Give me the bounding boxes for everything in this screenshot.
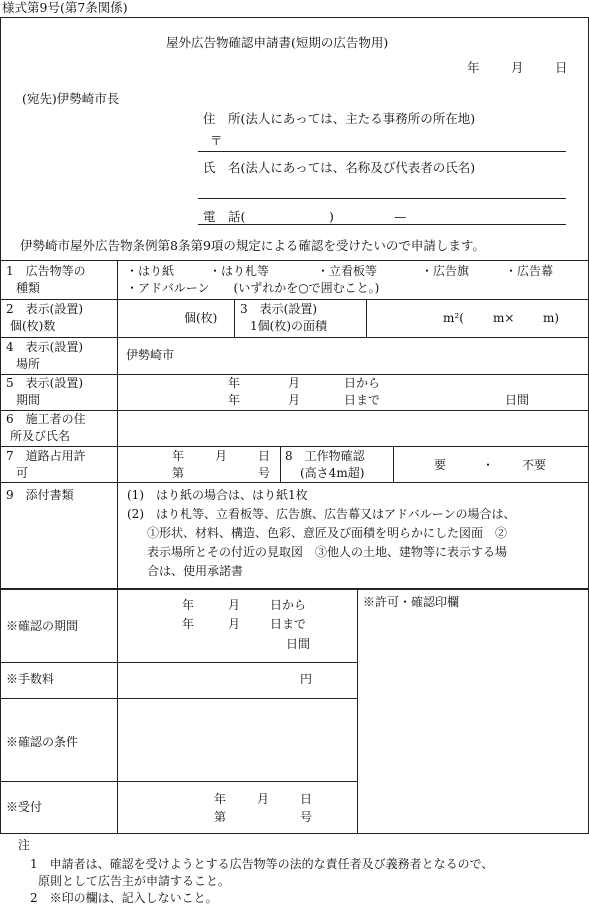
office-to-year: 年 [182, 617, 195, 631]
office-from-month: 月 [228, 598, 241, 612]
row9-item-2-cont: 合は、使用承諾書 [147, 564, 244, 578]
row1-option-kokokumaku: ・広告幕 [505, 264, 554, 278]
receipt-year: 年 [214, 792, 227, 806]
receipt-day: 日 [300, 792, 313, 806]
office-row-line [0, 698, 357, 699]
row4-value: 伊勢崎市 [126, 348, 175, 362]
row7-no-suffix: 号 [258, 466, 271, 480]
office-period-label: ※確認の期間 [6, 619, 79, 633]
note-1: 1 申請者は、確認を受けようとする広告物等の法的な責任者及び義務者となるので、 [30, 857, 494, 871]
postal-mark: 〒 [210, 133, 223, 148]
office-seal-label: ※許可・確認印欄 [363, 595, 460, 609]
row-line [0, 337, 588, 338]
row3-label-1: 3 表示(設置) [240, 302, 317, 316]
row-line [0, 299, 588, 300]
row7-label-2: 可 [16, 466, 29, 480]
row2-unit: 個(枚) [184, 311, 218, 325]
row3-m-close: m) [543, 311, 560, 325]
row9-item-2-cont: 表示場所とその付近の見取図 ③他人の土地、建物等に表示する場 [147, 545, 508, 559]
row7-divider [393, 446, 394, 482]
office-fee-label: ※手数料 [6, 672, 55, 686]
phone-dash: — [394, 209, 407, 224]
notes-heading: 注 [18, 838, 31, 852]
row9-label: 9 添付書類 [6, 488, 74, 502]
office-fee-unit: 円 [300, 672, 313, 686]
row1-option-harigami: ・はり紙 [126, 264, 175, 278]
row8-need: 要 [434, 458, 447, 472]
receipt-no-suffix: 号 [300, 810, 313, 824]
row6-label-1: 6 施工者の住 [6, 412, 86, 426]
row2-label-2: 個(枚)数 [10, 319, 56, 333]
row1-option-harifuda: ・はり札等 [209, 264, 270, 278]
row3-label-2: 1個(枚)の面積 [250, 319, 327, 333]
row1-label-2: 種類 [16, 281, 41, 295]
row9-item-1: (1) はり紙の場合は、はり紙1枚 [127, 488, 308, 502]
phone-underline [198, 224, 566, 225]
phone-close: ) [329, 209, 334, 224]
office-conditions-label: ※確認の条件 [6, 735, 79, 749]
row2-divider [234, 299, 235, 337]
row-line [0, 260, 588, 261]
office-to-day: 日まで [270, 617, 307, 631]
row6-label-2: 所及び氏名 [10, 429, 71, 443]
row7-no-prefix: 第 [172, 466, 185, 480]
address-underline [198, 151, 566, 152]
row7-label-1: 7 道路占用許 [6, 449, 86, 463]
form-title: 屋外広告物確認申請書(短期の広告物用) [166, 35, 389, 50]
office-from-day: 日から [270, 598, 307, 612]
row7-year: 年 [172, 449, 185, 463]
date-day: 日 [555, 60, 568, 75]
office-to-month: 月 [228, 617, 241, 631]
row8-noneed: 不要 [522, 458, 547, 472]
office-from-year: 年 [182, 598, 195, 612]
date-month: 月 [511, 60, 524, 75]
row7-day: 日 [258, 449, 271, 463]
row5-from-month: 月 [288, 376, 301, 390]
row5-label-2: 期間 [16, 393, 41, 407]
row9-item-2: (2) はり札等、立看板等、広告旗、広告幕又はアドバルーンの場合は、 [127, 507, 516, 521]
name-label: 氏 名(法人にあっては、名称及び代表者の氏名) [203, 160, 476, 175]
row7-divider [280, 446, 281, 482]
row-line [0, 482, 588, 483]
form-id: 様式第9号(第7条関係) [2, 0, 128, 15]
row5-from-year: 年 [228, 376, 241, 390]
office-row-line [0, 662, 357, 663]
row-line [0, 374, 588, 375]
row9-item-2-cont: ①形状、材料、構造、色彩、意匠及び面積を明らかにした図面 ② [147, 526, 508, 540]
row8-dot: ・ [482, 458, 495, 472]
row5-from-day: 日から [344, 376, 381, 390]
row5-label-1: 5 表示(設置) [6, 376, 83, 390]
row5-to-year: 年 [228, 393, 241, 407]
row1-option-tatekanban: ・立看板等 [317, 264, 378, 278]
row5-to-month: 月 [288, 393, 301, 407]
office-row-line [0, 781, 357, 782]
date-year: 年 [467, 60, 480, 75]
row2-label-1: 2 表示(設置) [6, 302, 83, 316]
office-receipt-label: ※受付 [6, 800, 43, 814]
receipt-no-prefix: 第 [214, 810, 227, 824]
row-line [0, 446, 588, 447]
note-2: 2 ※印の欄は、記入しないこと。 [30, 891, 218, 905]
label-column-divider [117, 260, 118, 588]
name-underline [198, 198, 566, 199]
row8-label-2: (高さ4m超) [300, 466, 365, 480]
row4-label-2: 場所 [16, 357, 41, 371]
row1-option-kokokuki: ・広告旗 [421, 264, 470, 278]
phone-label: 電 話( [203, 209, 246, 224]
row3-times: m× [493, 311, 515, 325]
row3-area-unit: m²( [443, 311, 464, 325]
row8-label-1: 8 工作物確認 [285, 449, 365, 463]
note-1-cont: 原則として広告主が申請すること。 [38, 874, 231, 888]
office-days: 日間 [286, 637, 311, 651]
row4-label-1: 4 表示(設置) [6, 340, 83, 354]
office-seal-divider [357, 588, 358, 833]
row2-divider [366, 299, 367, 337]
row5-to-day: 日まで [344, 393, 381, 407]
address-label: 住 所(法人にあっては、主たる事務所の所在地) [203, 111, 476, 126]
row7-month: 月 [215, 449, 228, 463]
office-label-divider [117, 588, 118, 833]
row5-days: 日間 [505, 393, 530, 407]
statement: 伊勢崎市屋外広告物条例第8条第9項の規定による確認を受けたいので申請します。 [20, 238, 485, 253]
receipt-month: 月 [257, 792, 270, 806]
row1-label-1: 1 広告物等の [6, 264, 86, 278]
row-line [0, 410, 588, 411]
row1-option-adballoon: ・アドバルーン (いずれかを○で囲むこと。) [126, 281, 380, 295]
addressee: (宛先)伊勢崎市長 [22, 91, 120, 106]
